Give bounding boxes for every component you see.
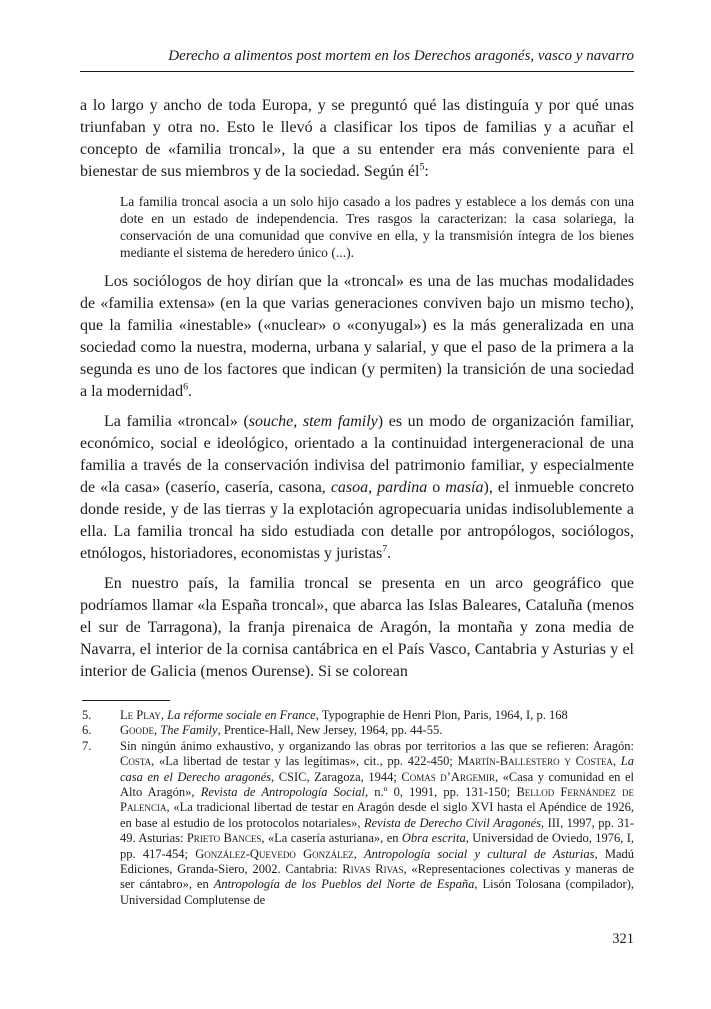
author-name: Bellod Fernández de Palencia: [120, 785, 634, 815]
footnote-area: [80, 700, 634, 908]
footnote-ref: 6: [183, 381, 189, 393]
italic-text: souche: [248, 413, 294, 430]
author-name: Prieto Bances: [186, 831, 262, 846]
author-name: Le Play: [120, 708, 161, 722]
footnote-ref: 7: [382, 543, 388, 555]
footnote-ref: 5: [419, 161, 425, 173]
author-name: Costa: [120, 754, 152, 769]
paragraph: Los sociólogos de hoy dirían que la «troncal» es una de las muchas modalidades de «familia extensa» (en la que varias generaciones conviven bajo un mismo techo), que la familia «inestable» («nuclear» o «conyugal») es la más generalizada en una sociedad como la nuestra, moderna, urbana y salarial, y que el paso de la primera a la segunda es uno de los factores que indican (y permiten) la transición de una sociedad a la modernidad$^6$.: [80, 273, 634, 400]
italic-text: Revista de Antropología Social: [200, 785, 365, 800]
italic-text: Obra escrita: [401, 831, 466, 846]
author-name: González-Quevedo González: [195, 846, 354, 861]
footnote-divider: [82, 700, 170, 701]
paragraph: En nuestro país, la familia troncal se presenta en un arco geográfico que podríamos llamar «la España troncal», que abarca las Islas Baleares, Cataluña (menos el sur de Tarragona), la franja pirenaica de Aragón, la montaña y zona media de Navarra, el interior de la cornisa cantábrica en el País Vasco, Cantabria y Asturias y el interior de Galicia (menos Ourense). Si se colorean: [80, 575, 634, 680]
footnote-number: 6.: [82, 723, 92, 738]
block-quote: La familia troncal asocia a un solo hijo casado a los padres y establece a los demás con una dote en un estado de independencia. Tres rasgos la caracterizan: la casa solariega, la conservación de una comunidad que convive en ella, y la transmisión íntegra de los bienes mediante el sistema de heredero único (...).: [120, 194, 634, 260]
italic-text: pardina: [377, 479, 428, 496]
italic-text: Antropología social y cultural de Asturias: [363, 846, 595, 861]
footnote-number: 7.: [82, 738, 92, 753]
footnote: [80, 739, 634, 908]
italic-text: La casa en el Derecho aragonés: [120, 754, 634, 784]
paragraph: a lo largo y ancho de toda Europa, y se preguntó qué las distinguía y por qué unas triunfaban y otra no. Esto le llevó a clasificar los tipos de familias y a acuñar el concepto de «familia troncal», la que a su entender era más conveniente para el bienestar de sus miembros y de la sociedad. Según él$^5$:: [80, 97, 634, 180]
running-header-title: Derecho a alimentos post mortem en los Derechos aragonés, vasco y navarro: [168, 48, 634, 64]
running-header: [80, 46, 634, 72]
italic-text: casoa: [330, 479, 369, 496]
footnote-text: Sin ningún ánimo exhaustivo, y organizando las obras por territorios a las que se refieren: Aragón: Costa, «La libertad de testar y las legítimas», cit., pp. 422-450; Martín-Ballestero y Costea, La casa en el Derecho aragonés, CSIC, Zaragoza, 1944; Comas d’Argemir, «Casa y comunidad en el Alto Aragón», Revista de Antropología Social, n.º 0, 1991, pp. 131-150; Bellod Fernández de Palencia, «La tradicional libertad de testar en Aragón desde el siglo XVI hasta el Apéndice de 1926, en base al estudio de los protocolos notariales», Revista de Derecho Civil Aragonés, III, 1997, pp. 31-49. Asturias: Prieto Bances, «La casería asturiana», en Obra escrita, Universidad de Oviedo, 1976, I, pp. 417-454; González-Quevedo González, Antropología social y cultural de Asturias, Madú Ediciones, Granda-Siero, 2002. Cantabria: Rivas Rivas, «Representaciones colectivas y maneras de ser cántabro», en Antropología de los Pueblos del Norte de España, Lisón Tolosana (compilador), Universidad Complutense de: [120, 738, 635, 907]
footnotes: [80, 708, 634, 908]
footnote: [80, 708, 634, 723]
italic-text: stem family: [302, 413, 378, 430]
italic-text: The Family: [160, 723, 218, 738]
author-name: Rivas Rivas: [342, 862, 404, 877]
italic-text: masía: [445, 479, 484, 496]
footnote: [80, 723, 634, 738]
footnote-text: Goode, The Family, Prentice-Hall, New Jersey, 1964, pp. 44-55.: [120, 723, 443, 738]
footnote-text: Le Play, La réforme sociale en France, Typographie de Henri Plon, Paris, 1964, I, p. 168: [120, 708, 568, 722]
italic-text: Antropología de los Pueblos del Norte de España: [213, 877, 475, 892]
footnote-number: 5.: [82, 708, 92, 722]
author-name: Comas d’Argemir: [401, 769, 495, 784]
paragraph: La familia «troncal» (souche, stem family) es un modo de organización familiar, económico, social e ideológico, orientado a la continuidad intergeneracional de una familia a través de la conservación indivisa del patrimonio familiar, y especialmente de «la casa» (caserío, casería, casona, casoa, pardina o masía), el inmueble concreto donde reside, y de las tierras y la explotación agropecuaria unidas indisolublemente a ella. La familia troncal ha sido estudiada con detalle por antropólogos, sociólogos, etnólogos, historiadores, economistas y juristas$^7$.: [80, 413, 634, 562]
italic-text: Revista de Derecho Civil Aragonés: [363, 815, 541, 830]
author-name: Goode: [120, 723, 155, 738]
page-number: 321: [612, 931, 634, 947]
italic-text: La réforme sociale en France: [167, 708, 316, 722]
body-text: [80, 95, 634, 703]
author-name: Martín-Ballestero y Costea: [457, 754, 613, 769]
